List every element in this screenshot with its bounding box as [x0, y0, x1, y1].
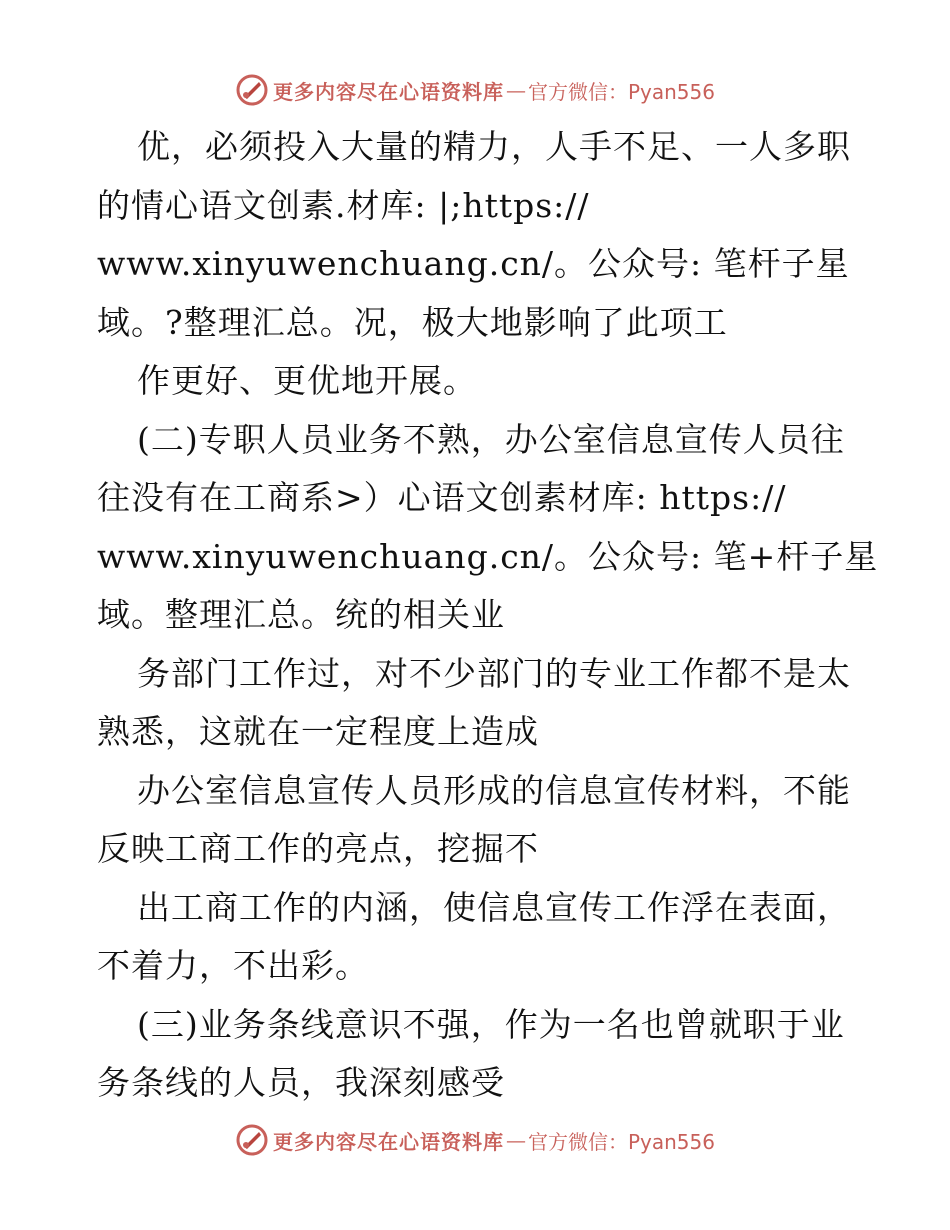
text-line: (二)专职人员业务不熟，办公室信息宣传人员往	[137, 419, 845, 459]
footer-separator: —	[505, 1128, 526, 1152]
footer-wechat-text: 官方微信：Pyan556	[527, 1129, 715, 1154]
text-line: www.xinyuwenchuang.cn/。公众号: 笔+杆子星	[97, 536, 879, 576]
header-separator: —	[505, 78, 526, 102]
text-line: 务部门工作过，对不少部门的专业工作都不是太	[137, 653, 851, 693]
text-line: (三)业务条线意识不强，作为一名也曾就职于业	[137, 1004, 845, 1044]
document-body	[97, 118, 879, 1113]
text-line: 反映工商工作的亮点，挖掘不	[97, 829, 539, 868]
text-line: 熟悉，这就在一定程度上造成	[97, 712, 539, 751]
text-line: 往没有在工商系>）心语文创素材库: https://	[97, 478, 787, 517]
text-line: 出工商工作的内涵，使信息宣传工作浮在表面，	[137, 887, 851, 927]
text-line: 作更好、更优地开展。	[137, 361, 477, 400]
quill-logo-icon	[235, 1123, 269, 1157]
text-line: www.xinyuwenchuang.cn/。公众号: 笔杆子星	[97, 244, 850, 283]
text-line: 的情心语文创素.材库: |;https://	[97, 185, 590, 225]
text-line: 务条线的人员，我深刻感受	[97, 1063, 505, 1102]
quill-logo-icon	[235, 73, 269, 107]
text-line: 优，必须投入大量的精力，人手不足、一人多职	[137, 127, 851, 166]
text-line: 域。?整理汇总。况，极大地影响了此项工	[97, 302, 728, 342]
header-wechat-text: 官方微信：Pyan556	[527, 79, 715, 104]
text-line: 办公室信息宣传人员形成的信息宣传材料，不能	[137, 770, 851, 810]
text-line: 不着力，不出彩。	[97, 946, 369, 985]
header-banner	[0, 70, 950, 110]
header-banner-text: 更多内容尽在心语资料库	[272, 79, 504, 104]
footer-banner	[0, 1120, 950, 1160]
footer-banner-text: 更多内容尽在心语资料库	[272, 1129, 504, 1154]
text-line: 域。整理汇总。统的相关业	[97, 595, 505, 634]
